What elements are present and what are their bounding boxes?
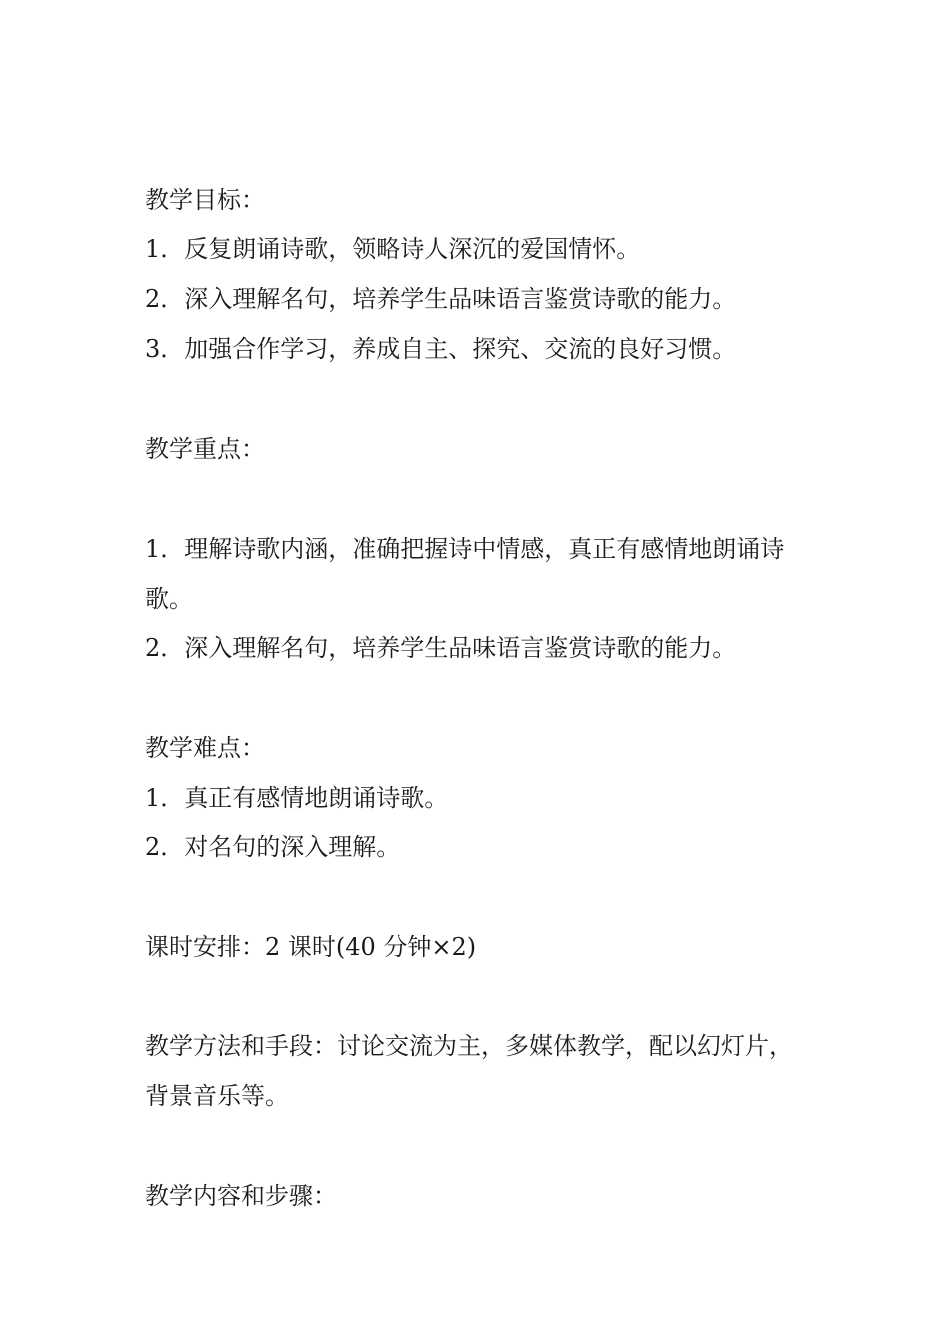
difficulty-item-1: 1．真正有感情地朗诵诗歌。 <box>145 784 449 812</box>
difficulties-heading: 教学难点： <box>145 734 265 762</box>
key-point-item-1-line-2: 歌。 <box>145 585 193 613</box>
objectives-heading: 教学目标： <box>145 186 265 214</box>
key-point-item-2: 2．深入理解名句，培养学生品味语言鉴赏诗歌的能力。 <box>145 634 737 662</box>
methods-line-2: 背景音乐等。 <box>145 1082 289 1110</box>
objective-item-3: 3．加强合作学习，养成自主、探究、交流的良好习惯。 <box>145 335 737 363</box>
key-point-item-1-line-1: 1．理解诗歌内涵，准确把握诗中情感，真正有感情地朗诵诗 <box>145 535 785 563</box>
schedule-line: 课时安排：2 课时(40 分钟×2) <box>145 933 477 961</box>
methods-line-1: 教学方法和手段：讨论交流为主，多媒体教学，配以幻灯片， <box>145 1032 793 1060</box>
objective-item-1: 1．反复朗诵诗歌，领略诗人深沉的爱国情怀。 <box>145 235 641 263</box>
content-heading: 教学内容和步骤： <box>145 1182 337 1210</box>
key-points-heading: 教学重点： <box>145 435 265 463</box>
objective-item-2: 2．深入理解名句，培养学生品味语言鉴赏诗歌的能力。 <box>145 285 737 313</box>
difficulty-item-2: 2．对名句的深入理解。 <box>145 833 401 861</box>
